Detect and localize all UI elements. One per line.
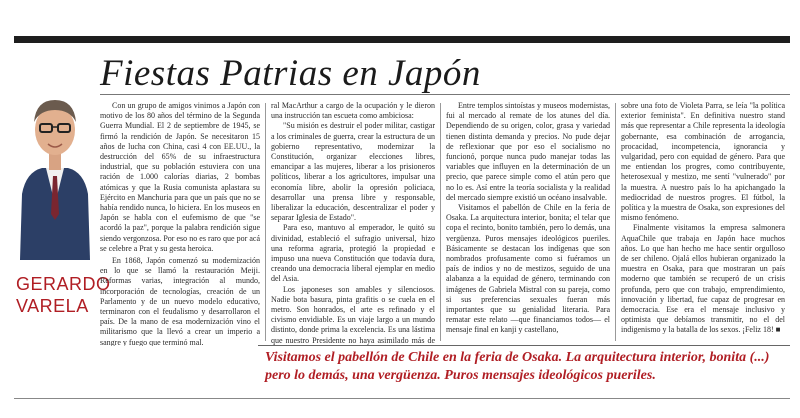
paragraph: sobre una foto de Violeta Parra, se leía "la política exterior feminista". En definitiva nuestro stand más que representar a Chile representa la ideología gobernante, esa combinación de arrogancia, procacidad, incompetencia, ignorancia y vulgaridad, pero con equidad de género. Para que me entiendan los progres, como contribuyente, heterosexual y mestizo, me sentí "vulnerado" por la muestra. A nuestro país lo ha apichangado la mediocridad de nuestros progres. El fútbol, la política y la muestra de Osaka, son expresiones del mismo fenómeno.: [621, 101, 785, 223]
author-name: GERARDO VARELA: [16, 274, 111, 316]
article-column-3: [446, 101, 610, 346]
bottom-rule: [14, 398, 790, 399]
paragraph: Los japoneses son amables y silenciosos. Nadie bota basura, pinta grafitis o se cuela en el metro. Son honrados, el arte es refinado y el civismo envidiable. Es un viaje largo a un mundo distinto, donde prima la excelencia. Es una lástima que nuestro Presidente no haya asimilado más de: [271, 284, 435, 345]
title-rule: [100, 94, 790, 95]
paragraph: En 1868, Japón comenzó su modernización en lo que se llamó la restauración Meiji. Reformas varias, integración al mundo, incorporación de tecnologías, creación de un Parlamento y de un nuevo modelo educativo, terminaron con el feudalismo y desarrollaron el país. De la mano de esa modernización vino el militarismo que la llevó a crear un imperio a sangre y fuego que terminó mal.: [100, 256, 260, 346]
article-column-2: [271, 101, 435, 346]
author-photo: [18, 64, 92, 260]
top-rule: [14, 36, 790, 43]
paragraph: Para eso, mantuvo al emperador, le quitó su divinidad, estableció el sufragio universal, hizo una reforma agraria, protegió la propiedad e impuso una nueva Constitución que todavía dura, creando una democracia liberal ejemplar en medio del Asia.: [271, 223, 435, 284]
article-title: Fiestas Patrias en Japón: [100, 53, 481, 94]
paragraph: Visitamos el pabellón de Chile en la feria de Osaka. La arquitectura interior, bonita; el telar que copa el recinto, bonito también, pero lo demás, una vergüenza. Puros mensajes ideológicos pueriles. Básicamente se destacan los indígenas que son nombrados profusamente como si fuéramos un país de indios y no de mestizos, seguido de una alabanza a la equidad de género, terminando con imágenes de Gabriela Mistral con su pareja, como si sus preferencias sexuales fueran más importantes que su genialidad literaria. Para rematar este relato —que financiamos todos— el mensaje final en kanji y castellano,: [446, 203, 610, 335]
pull-quote-rule: [258, 345, 790, 346]
column-divider: [440, 103, 441, 341]
paragraph: ral MacArthur a cargo de la ocupación y le dieron una instrucción tan escueta como ambiciosa:: [271, 101, 435, 121]
paragraph: Entre templos sintoístas y museos modernistas, fui al mercado al remate de los atunes del día. Dependiendo de su origen, color, grasa y variedad tienen distinta demanda y precios. No pude dejar de reflexionar que por eso el socialismo no funcionó, porque nunca pudo manejar todas las variables que influyen en la determinación de un precio, que parece simple como el atún pero que no lo es. Así entre la teoría socialista y la realidad del mercado siempre existió un océano insalvable.: [446, 101, 610, 202]
column-divider: [615, 103, 616, 341]
paragraph: "Su misión es destruir el poder militar, castigar a los criminales de guerra, crear la estructura de un gobierno representativo, modernizar la Constitución, organizar elecciones libres, emancipar a las mujeres, liberar a los prisioneros políticos, liberar a los agricultores, impulsar una economía libre, abolir la opresión policiaca, desarrollar una prensa libre y responsable, liberalizar la educación, descentralizar el poder y separar Iglesia de Estado".: [271, 121, 435, 223]
column-divider: [265, 103, 266, 341]
paragraph: Con un grupo de amigos vinimos a Japón con motivo de los 80 años del término de la Segunda Guerra Mundial. El 2 de septiembre de 1945, se firmó la rendición de Japón. Se necesitaron 15 años de lucha con China, casi 4 con EE.UU., la destrucción del 65% de su infraestructura industrial, que su población estuviera con una ración de 1.000 calorías diarias, 2 bombas atómicas y que la Rusia comunista aplastara su Ejército en Manchuria para que un país que no se había rendido nunca, lo hiciera. En los museos en Japón se habla con el eufemismo de que "se acordó la paz", porque la palabra rendición sigue siendo vergonzosa. Por eso no es raro que por acá se celebre a Prat y su gesta heroica.: [100, 101, 260, 253]
paragraph: Finalmente visitamos la empresa salmonera AquaChile que trabaja en Japón hace muchos años. Lo que han hecho me hace sentir orgulloso de ser chileno. Ojalá ellos hubieran organizado la muestra en Osaka, para que mostraran un país moderno que también se recuperó de un crisis profunda, pero que con trabajo, emprendimiento, innovación y libertad, fue capaz de progresar en democracia. Ese era el mensaje inclusivo y optimista que debíamos transmitir, no el del indigenismo y la batalla de los sexos. ¡Feliz 18! ■: [621, 223, 785, 335]
pull-quote: Visitamos el pabellón de Chile en la feria de Osaka. La arquitectura interior, bonita (...) pero lo demás, una vergüenza. Puros mensajes ideológicos pueriles.: [265, 350, 770, 383]
article-column-4: [621, 101, 785, 346]
article-column-1: [100, 101, 260, 346]
